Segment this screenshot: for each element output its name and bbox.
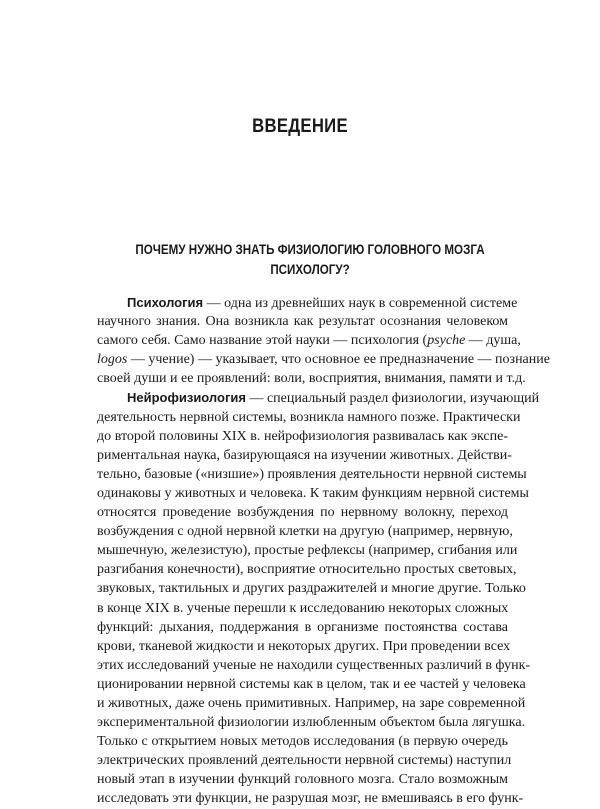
paragraph-2-line: разгибания конечности), восприятие относительно простых световых, [97, 562, 517, 578]
paragraph-2-line: Нейрофизиология — специальный раздел физиологии, изучающий [127, 390, 540, 407]
section-title [100, 240, 520, 280]
paragraph-2-line: этих исследований ученые не находили существенных различий в функ- [97, 657, 531, 673]
paragraph-2-line: исследовать эти функции, не разрушая мозг, не вмешиваясь в его функ- [97, 791, 524, 807]
paragraph-2-line: крови, тканевой жидкости и некоторых других. При проведении всех [97, 638, 511, 654]
paragraph-2-line: деятельность нервной системы, возникла намного позже. Практически [97, 409, 521, 425]
paragraph-2-line: до второй половины XIX в. нейрофизиология развивалась как экспе- [97, 428, 508, 444]
paragraph-2-line: относятся проведение возбуждения по нервному волокну, переход [97, 505, 508, 521]
paragraph-2-line: тельно, базовые («низшие») проявления деятельности нервной системы [97, 466, 527, 482]
paragraph-2-line: звуковых, тактильных и других раздражителей и многие другие. Только [97, 581, 526, 597]
term-neurophysiology: Нейрофизиология [127, 390, 246, 406]
body-text [97, 293, 550, 809]
term-psychology: Психология [127, 295, 204, 310]
paragraph-2-line: функций: дыхания, поддержания в организме постоянства состава [97, 619, 508, 635]
paragraph-1-line: своей души и ее проявлений: воли, восприятия, внимания, памяти и т.д. [97, 371, 526, 387]
paragraph-2-line: электрических проявлений деятельности нервной системы) наступил [97, 753, 512, 769]
paragraph-2-line: одинаковы у животных и человека. К таким функциям нервной системы [97, 485, 529, 501]
section-title-line-1: ПОЧЕМУ НУЖНО ЗНАТЬ ФИЗИОЛОГИЮ ГОЛОВНОГО МОЗГА [135, 242, 485, 257]
paragraph-2-line: и животных, даже очень примитивных. Например, на заре современной [97, 695, 526, 711]
paragraph-2-line: экспериментальной физиологии излюбленным объектом была лягушка. [97, 715, 526, 731]
section-title-line-2: ПСИХОЛОГУ? [270, 262, 350, 277]
paragraph-1-line: logos — учение) — указывает, что основное ее предназначение — познание [97, 352, 550, 368]
paragraph-2-line: новый этап в изучении функций головного мозга. Стало возможным [97, 772, 508, 788]
paragraph-2-line: в конце XIX в. ученые перешли к исследованию некоторых сложных [97, 600, 509, 616]
paragraph-1-line: Психология — одна из древнейших наук в современной системе [127, 295, 518, 311]
paragraph-1-line: самого себя. Само название этой науки — психология (psyche — душа, [97, 333, 521, 349]
paragraph-2-line: ционировании нервной системы как в целом, так и ее частей у человека [97, 676, 526, 692]
chapter-title: ВВЕДЕНИЕ [252, 116, 348, 137]
paragraph-2-line: Только с открытием новых методов исследования (в первую очередь [97, 734, 508, 750]
paragraph-2-line: возбуждения с одной нервной клетки на другую (например, нервную, [97, 524, 513, 540]
paragraph-2-line: риментальная наука, базирующаяся на изучении животных. Действи- [97, 447, 512, 463]
paragraph-1-line: научного знания. Она возникла как результат осознания человеком [97, 314, 508, 330]
paragraph-2-line: мышечную, железистую), простые рефлексы (например, сгибания или [97, 543, 518, 559]
